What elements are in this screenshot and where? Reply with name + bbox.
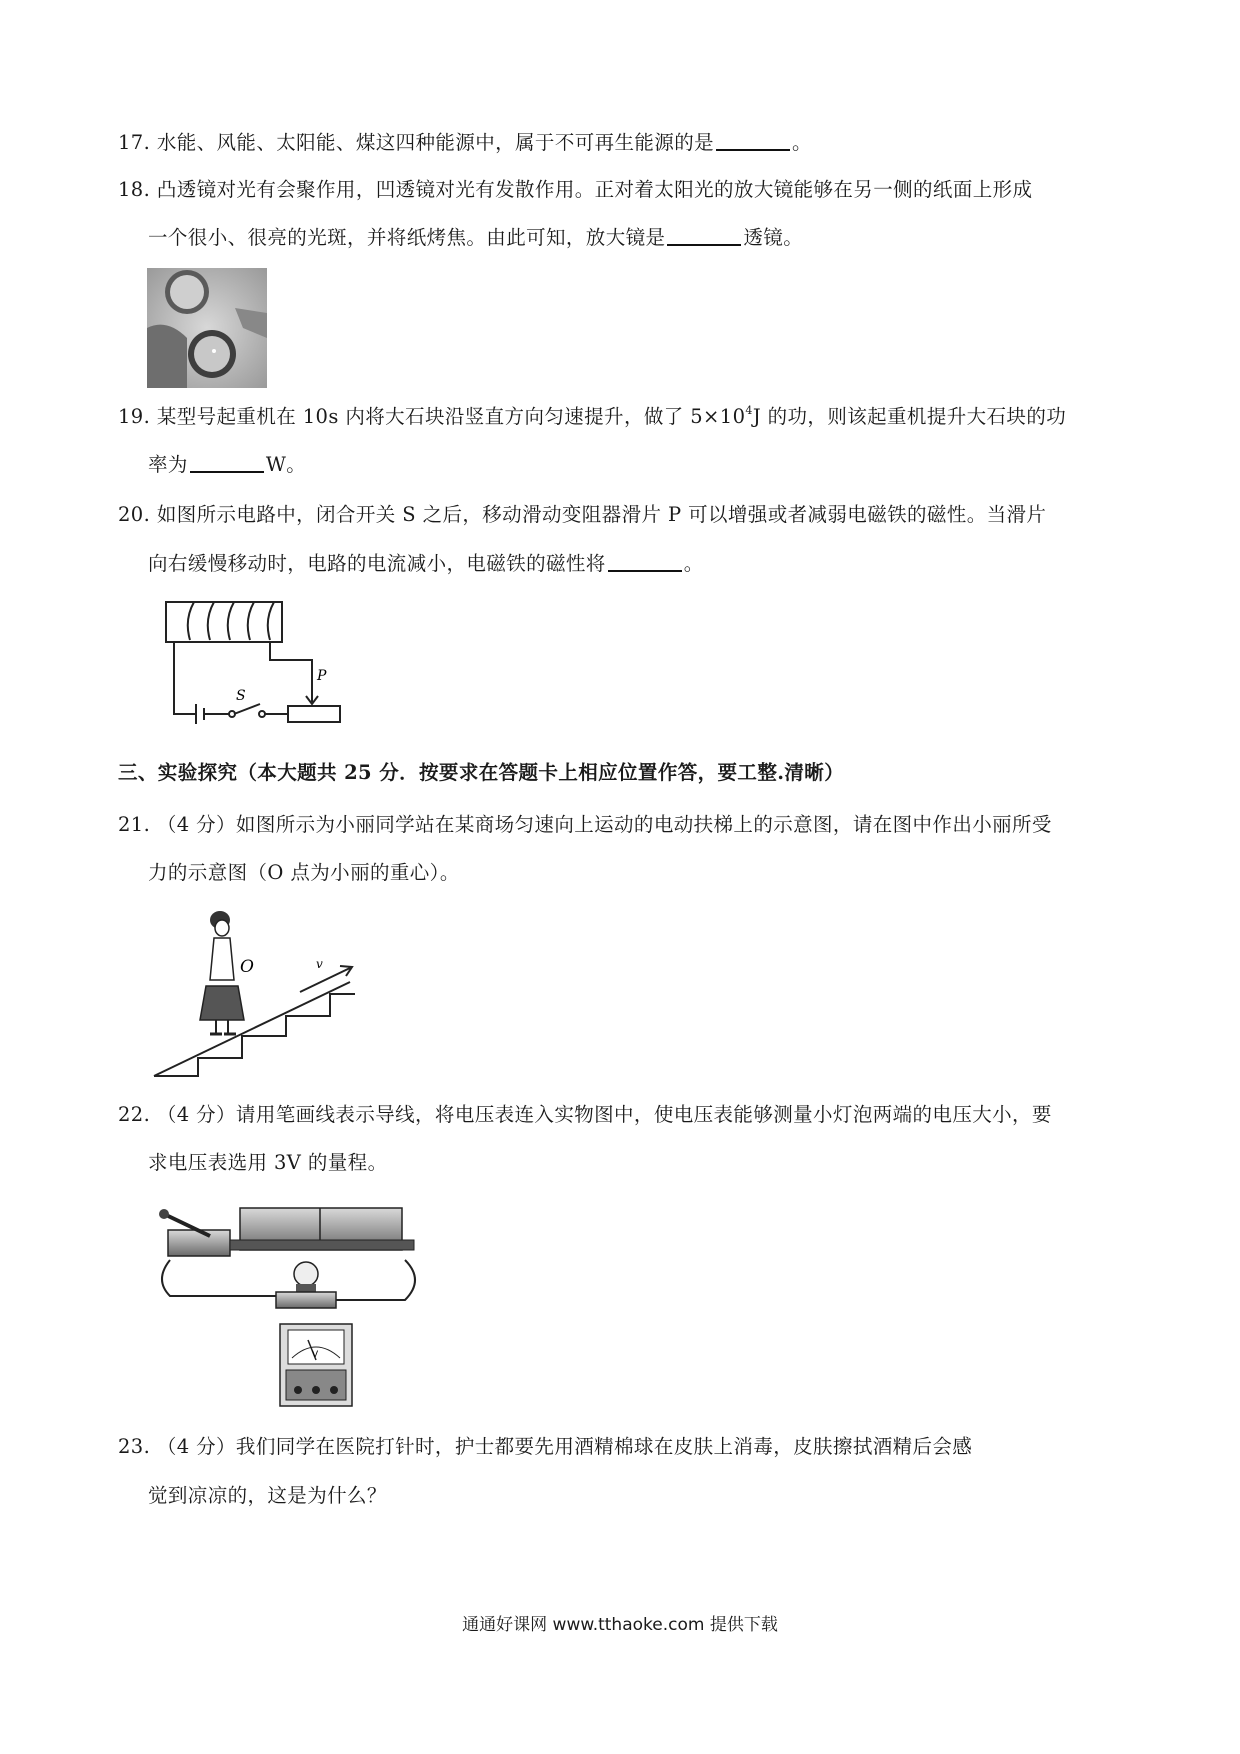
bulb-base — [276, 1292, 336, 1308]
question-text: 求电压表选用 3V 的量程。 — [148, 1151, 388, 1174]
question-19-line1 — [118, 402, 1066, 432]
label-s: S — [236, 688, 246, 704]
question-text: 。 — [683, 552, 704, 575]
label-v: v — [316, 957, 323, 971]
question-text: 如图所示电路中，闭合开关 S 之后，移动滑动变阻器滑片 P 可以增强或者减弱电磁铁的磁性。当滑片 — [156, 503, 1047, 526]
label-o: O — [240, 957, 254, 977]
question-23-line2 — [148, 1481, 387, 1511]
bulb — [294, 1262, 318, 1286]
answer-blank[interactable] — [716, 129, 790, 151]
section-heading: 三、实验探究（本大题共 25 分．按要求在答题卡上相应位置作答，要工整.清晰） — [118, 761, 845, 784]
question-text: 率为 — [148, 453, 188, 476]
question-number: 22. — [118, 1103, 151, 1126]
label-p: P — [317, 668, 327, 684]
question-number: 17. — [118, 131, 151, 154]
question-18-line1 — [118, 175, 1032, 205]
question-text: 凸透镜对光有会聚作用，凹透镜对光有发散作用。正对着太阳光的放大镜能够在另一侧的纸面上形成 — [156, 178, 1033, 201]
question-text: （4 分）如图所示为小丽同学站在某商场匀速向上运动的电动扶梯上的示意图，请在图中作出小丽所受 — [156, 813, 1052, 836]
question-text: 力的示意图（O 点为小丽的重心）。 — [148, 861, 460, 884]
question-number: 21. — [118, 813, 151, 836]
escalator-figure — [150, 908, 375, 1083]
question-text: 。 — [792, 131, 812, 154]
rheostat — [288, 706, 340, 722]
question-22-line2 — [148, 1148, 388, 1178]
switch-base — [168, 1230, 230, 1256]
magnifier-photo — [147, 268, 267, 388]
question-number: 23. — [118, 1435, 151, 1458]
question-text: （4 分）请用笔画线表示导线，将电压表连入实物图中，使电压表能够测量小灯泡两端的电压大小，要 — [156, 1103, 1052, 1126]
question-text: J 的功，则该起重机提升大石块的功 — [752, 405, 1067, 428]
escalator-incline — [154, 982, 350, 1076]
question-number: 18. — [118, 178, 151, 201]
footer-download-note: 通通好课网 www.tthaoke.com 提供下载 — [462, 1615, 778, 1635]
question-21-line2 — [148, 858, 460, 888]
question-18-line2 — [148, 223, 803, 253]
question-text: W。 — [265, 453, 307, 476]
question-19-line2 — [148, 450, 306, 480]
wire — [336, 1260, 415, 1300]
voltmeter-label-v: V — [312, 1350, 319, 1360]
wire — [162, 1260, 276, 1296]
exponent: 4 — [745, 404, 753, 417]
coil — [188, 602, 274, 640]
question-number: 20. — [118, 503, 151, 526]
question-number: 19. — [118, 405, 151, 428]
question-text: 透镜。 — [743, 226, 804, 249]
question-17 — [118, 128, 812, 158]
answer-blank[interactable] — [190, 451, 264, 473]
answer-blank[interactable] — [667, 224, 741, 246]
question-text: 水能、风能、太阳能、煤这四种能源中，属于不可再生能源的是 — [156, 131, 715, 154]
question-text: （4 分）我们同学在医院打针时，护士都要先用酒精棉球在皮肤上消毒，皮肤擦拭酒精后会感 — [156, 1435, 973, 1458]
question-21-line1 — [118, 810, 1052, 840]
question-text: 觉到凉凉的，这是为什么？ — [148, 1484, 387, 1507]
question-22-line1 — [118, 1100, 1052, 1130]
physical-circuit-figure — [150, 1200, 435, 1410]
question-text: 某型号起重机在 10s 内将大石块沿竖直方向匀速提升，做了 5×10 — [156, 405, 746, 428]
switch-s — [234, 704, 260, 714]
question-text: 向右缓慢移动时，电路的电流减小，电磁铁的磁性将 — [148, 552, 606, 575]
electromagnet-circuit-diagram — [160, 596, 350, 726]
question-20-line2 — [148, 549, 704, 579]
escalator-steps — [154, 994, 355, 1076]
electromagnet-core — [166, 602, 282, 642]
question-23-line1 — [118, 1432, 972, 1462]
question-text: 一个很小、很亮的光斑，并将纸烤焦。由此可知，放大镜是 — [148, 226, 666, 249]
girl-figure — [200, 911, 244, 1034]
question-20-line1 — [118, 500, 1046, 530]
answer-blank[interactable] — [608, 550, 682, 572]
